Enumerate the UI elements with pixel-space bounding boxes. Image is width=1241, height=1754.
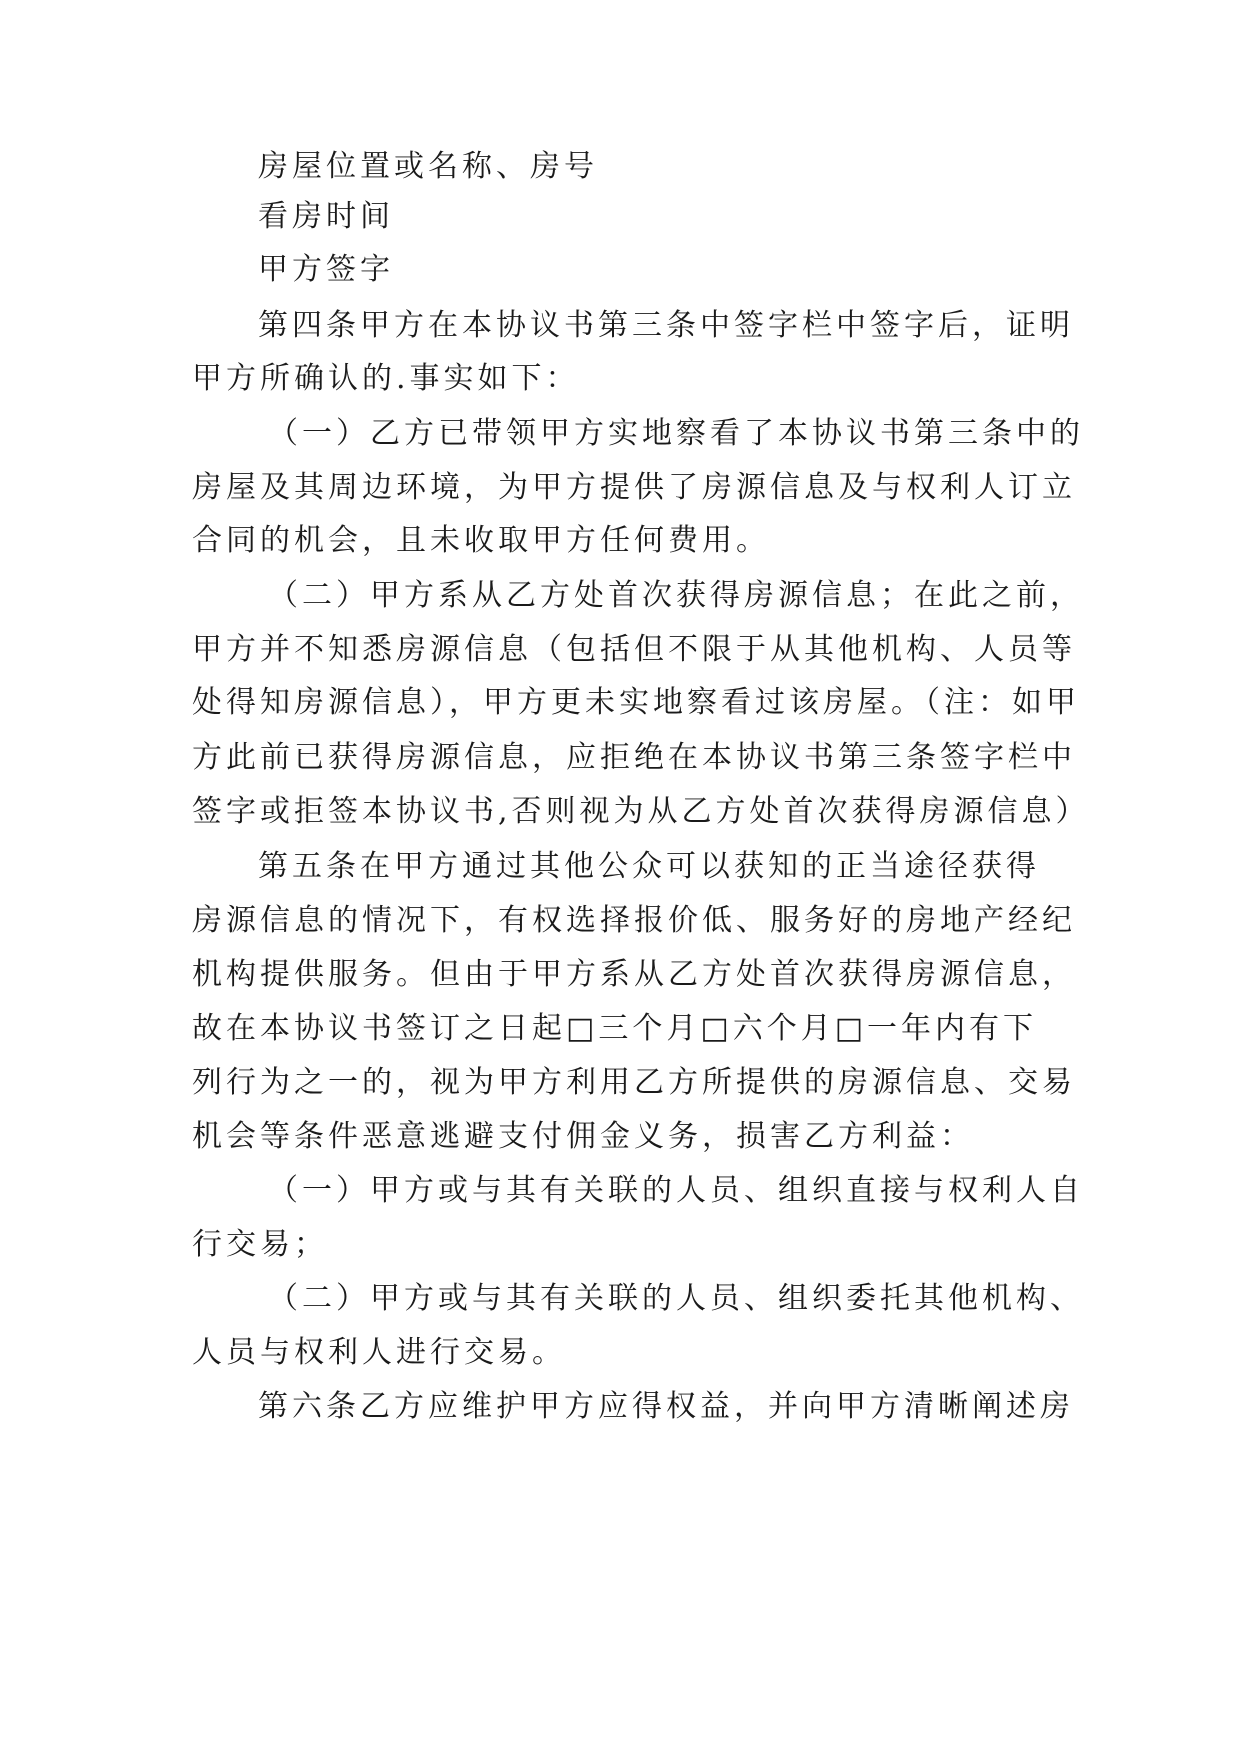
text-line: 方此前已获得房源信息，应拒绝在本协议书第三条签字栏中 (192, 740, 1076, 775)
text-line: 行交易； (192, 1227, 328, 1262)
text-line-location: 房屋位置或名称、房号 (258, 149, 598, 184)
text-line-clause-2: （二）甲方系从乙方处首次获得房源信息；在此之前， (268, 578, 1084, 613)
text-line: 签字或拒签本协议书,否则视为从乙方处首次获得房源信息） (192, 794, 1090, 829)
text-line-clause-1: （一）乙方已带领甲方实地察看了本协议书第三条中的 (268, 416, 1084, 451)
text-line: 机会等条件恶意逃避支付佣金义务，损害乙方利益： (192, 1119, 974, 1154)
text-line-article-4-start: 第四条甲方在本协议书第三条中签字栏中签字后，证明 (258, 308, 1074, 343)
text-line: 列行为之一的，视为甲方利用乙方所提供的房源信息、交易 (192, 1065, 1076, 1100)
text-line: 处得知房源信息），甲方更未实地察看过该房屋。（注：如甲 (192, 685, 1080, 720)
text-line: 合同的机会，且未收取甲方任何费用。 (192, 523, 770, 558)
text-line: 甲方并不知悉房源信息（包括但不限于从其他机构、人员等 (192, 632, 1076, 667)
text-line-article-5-start: 第五条在甲方通过其他公众可以获知的正当途径获得 (258, 849, 1040, 884)
text-line: 房屋及其周边环境，为甲方提供了房源信息及与权利人订立 (192, 470, 1076, 505)
text-line-party-a-signature: 甲方签字 (258, 252, 394, 287)
text-line: 故在本协议书签订之日起□三个月□六个月□一年内有下 (192, 1011, 1038, 1046)
text-line-clause-1: （一）甲方或与其有关联的人员、组织直接与权利人自 (268, 1173, 1084, 1208)
text-line: 甲方所确认的.事实如下： (192, 361, 580, 396)
text-line: 机构提供服务。但由于甲方系从乙方处首次获得房源信息， (192, 957, 1076, 992)
text-line: 房源信息的情况下，有权选择报价低、服务好的房地产经纪 (192, 903, 1076, 938)
text-line-article-6-start: 第六条乙方应维护甲方应得权益，并向甲方清晰阐述房 (258, 1389, 1074, 1424)
text-line: 人员与权利人进行交易。 (192, 1335, 566, 1370)
text-line-viewing-time: 看房时间 (258, 199, 394, 234)
text-line-clause-2: （二）甲方或与其有关联的人员、组织委托其他机构、 (268, 1281, 1084, 1316)
